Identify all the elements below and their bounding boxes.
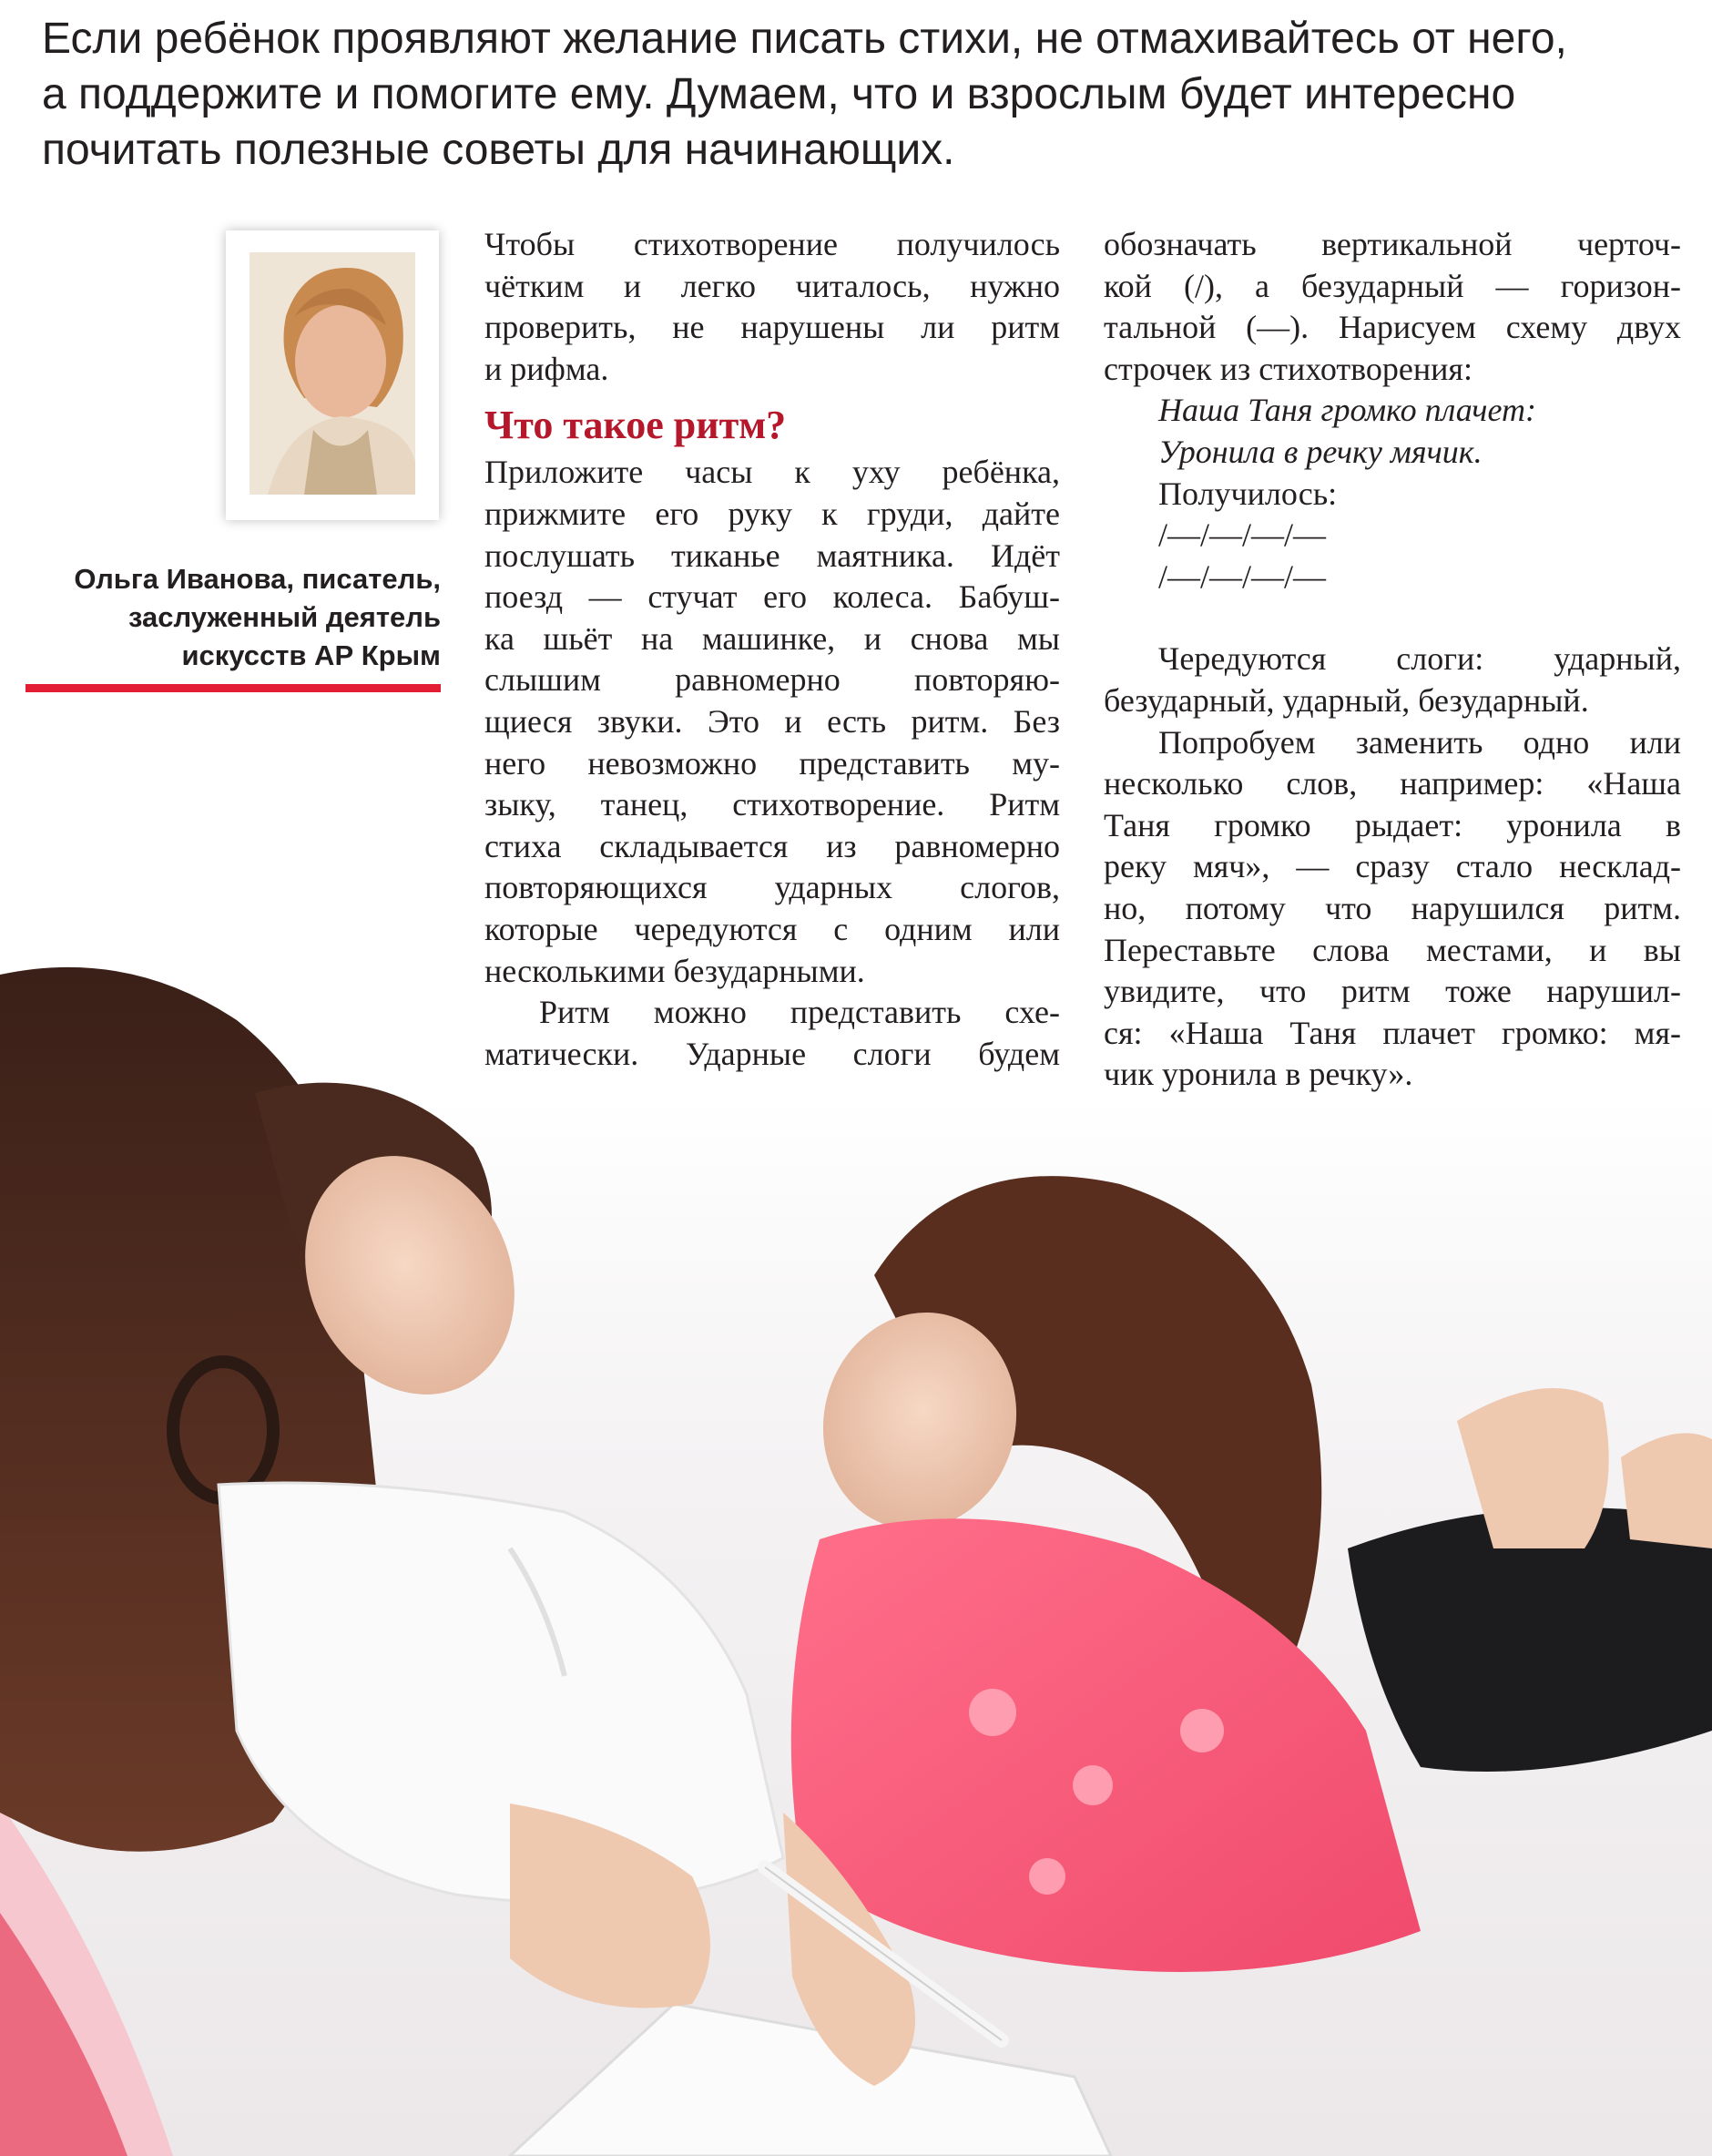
intro-paragraph	[484, 224, 1060, 390]
text-column-1	[484, 224, 1060, 1075]
rhythm-paragraph	[484, 452, 1060, 992]
text-line: безударный, ударный, безударный.	[1104, 681, 1589, 719]
text-line: реку мяч», — сразу стало несклад-	[1104, 848, 1681, 885]
text-line: стиха складывается из равномерно	[484, 827, 1060, 864]
scheme-line: /—/—/—/—	[1158, 557, 1327, 595]
text-line: слышим равномерно повторяю-	[484, 661, 1060, 699]
lead-line: Если ребёнок проявляют желание писать стихи, не отмахивайтесь от него,	[42, 15, 1567, 63]
scheme-paragraph	[1104, 224, 1681, 390]
text-line: матически. Ударные слоги будем	[484, 1035, 1060, 1072]
text-line: прижмите его руку к груди, дайте	[484, 495, 1060, 532]
text-line: ся: «Наша Таня плачет громко: мя-	[1104, 1014, 1681, 1051]
text-line: щиеся звуки. Это и есть ритм. Без	[484, 702, 1060, 740]
section-heading: Что такое ритм?	[484, 403, 787, 448]
text-line: чик уронила в речку».	[1104, 1056, 1413, 1093]
text-column-2	[1104, 224, 1681, 1096]
poem-quote	[1104, 390, 1681, 473]
poem-line: Уронила в речку мячик.	[1158, 433, 1483, 470]
example-paragraph	[1104, 722, 1681, 1096]
text-line: несколькими безударными.	[484, 952, 865, 989]
text-line: строчек из стихотворения:	[1104, 350, 1473, 387]
author-line: искусств АР Крым	[181, 639, 441, 671]
author-line: заслуженный деятель	[128, 601, 441, 633]
text-line: Чтобы стихотворение получилось	[484, 226, 1060, 262]
spacer	[1104, 598, 1681, 639]
text-line: и рифма.	[484, 350, 609, 387]
result-label: Получилось:	[1158, 475, 1338, 512]
lead-line: а поддержите и помогите ему. Думаем, что и взрослым будет интересно	[42, 70, 1516, 118]
text-line: несколько слов, например: «Наша	[1104, 765, 1681, 802]
text-line: повторяющихся ударных слогов,	[484, 869, 1060, 906]
text-line: но, потому что нарушился ритм.	[1104, 889, 1681, 926]
author-caption	[25, 560, 441, 692]
text-line: него невозможно представить му-	[484, 744, 1060, 782]
text-line: Ритм можно представить схе-	[539, 994, 1060, 1031]
syllables-paragraph	[1104, 639, 1681, 721]
rhythm-scheme	[1104, 515, 1681, 598]
poem-line: Наша Таня громко плачет:	[1158, 392, 1536, 429]
text-line: Чередуются слоги: ударный,	[1158, 640, 1681, 678]
text-line: поезд — стучат его колеса. Бабуш-	[484, 578, 1060, 616]
text-line: чётким и легко читалось, нужно	[484, 267, 1060, 304]
lead-line: почитать полезные советы для начинающих.	[42, 126, 955, 174]
text-line: ка шьёт на машинке, и снова мы	[484, 619, 1060, 657]
text-line: кой (/), а безударный — горизон-	[1104, 267, 1681, 304]
text-line: послушать тиканье маятника. Идёт	[484, 536, 1060, 574]
text-line: проверить, не нарушены ли ритм	[484, 309, 1060, 346]
text-line: зыку, танец, стихотворение. Ритм	[484, 786, 1060, 823]
text-line: увидите, что ритм тоже нарушил-	[1104, 973, 1681, 1010]
text-line: обозначать вертикальной черточ-	[1104, 226, 1681, 262]
article-lead	[42, 11, 1681, 178]
text-line: Переставьте слова местами, и вы	[1104, 931, 1681, 968]
author-photo	[250, 252, 415, 495]
author-portrait	[226, 230, 439, 520]
text-line: Приложите часы к уху ребёнка,	[484, 454, 1060, 491]
text-line: Попробуем заменить одно или	[1158, 723, 1681, 761]
text-line: тальной (—). Нарисуем схему двух	[1104, 309, 1681, 346]
author-line: Ольга Иванова, писатель,	[74, 563, 441, 595]
scheme-intro-paragraph	[484, 992, 1060, 1075]
scheme-line: /—/—/—/—	[1158, 516, 1327, 554]
text-line: которые чередуются с одним или	[484, 910, 1060, 947]
text-line: Таня громко рыдает: уронила в	[1104, 806, 1681, 843]
